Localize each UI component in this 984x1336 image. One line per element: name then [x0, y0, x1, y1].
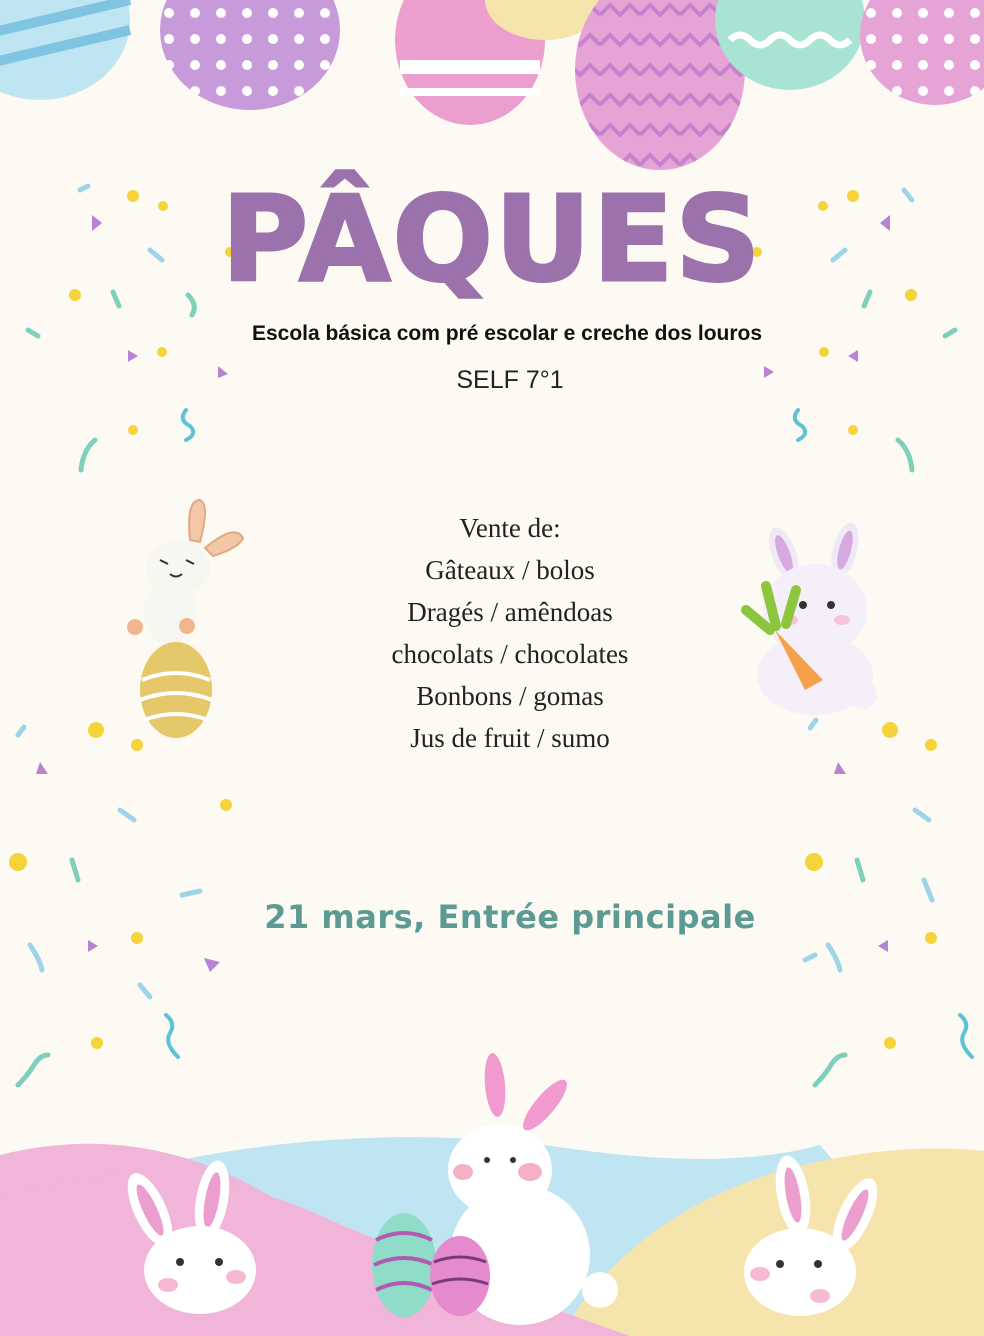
sale-item: Jus de fruit / sumo [410, 723, 610, 753]
poster-title: PÂQUES [221, 170, 763, 308]
sale-item: Bonbons / gomas [416, 681, 604, 711]
sale-item: Dragés / amêndoas [407, 597, 613, 627]
school-name: Escola básica com pré escolar e creche dos louros [251, 322, 763, 345]
event-date-location: 21 mars, Entrée principale [264, 898, 756, 936]
class-name: SELF 7°1 [456, 366, 564, 394]
sale-item: chocolats / chocolates [391, 639, 629, 669]
sale-heading: Vente de: [459, 513, 561, 543]
sale-items-list [0, 507, 984, 759]
sale-item: Gâteaux / bolos [425, 555, 595, 585]
